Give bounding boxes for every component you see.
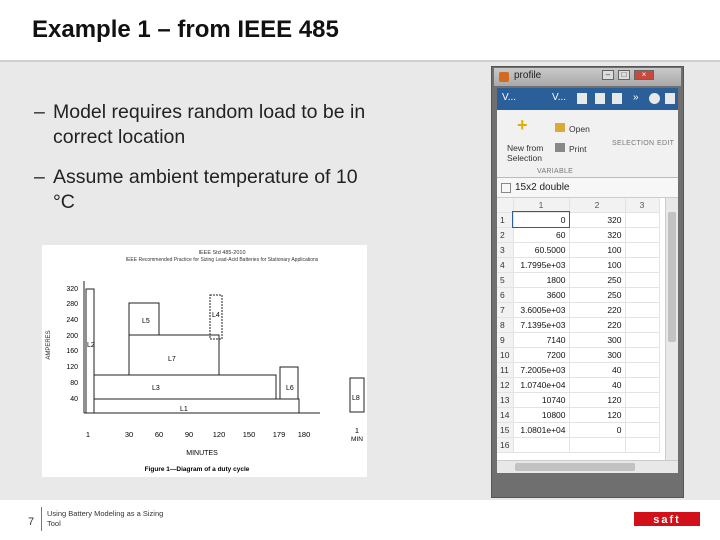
row-header[interactable]: 15 [497,422,513,437]
open-button[interactable]: Open [569,124,590,134]
x-tick: 90 [184,430,194,439]
paste-icon[interactable] [612,93,622,104]
x-tick: 60 [154,430,164,439]
load-label: L8 [352,395,360,402]
cell-col2[interactable]: 0 [569,422,625,437]
print-icon [555,143,565,152]
cell-col1[interactable]: 60 [513,227,569,242]
cell-col3[interactable] [625,302,659,317]
row-header[interactable]: 6 [497,287,513,302]
cell-col2[interactable]: 40 [569,377,625,392]
cell-col1[interactable]: 10740 [513,392,569,407]
page-number: 7 [28,516,35,528]
undock-icon[interactable] [665,93,675,104]
load-label: L6 [286,385,294,392]
bullet-dash: – [34,101,45,123]
cell-col1[interactable]: 1.7995e+03 [513,257,569,272]
extra-x-tick-unit: MIN [351,436,363,443]
open-icon [555,123,565,132]
x-tick: 179 [272,430,286,439]
row-header[interactable]: 8 [497,317,513,332]
row-header[interactable]: 7 [497,302,513,317]
footer-divider [41,507,42,531]
table-row[interactable] [497,302,659,317]
row-header[interactable]: 16 [497,437,513,452]
variable-grid[interactable] [497,198,665,460]
cell-col3[interactable] [625,407,659,422]
cell-col1[interactable]: 7140 [513,332,569,347]
saft-logo [634,512,700,526]
cell-col3[interactable] [625,422,659,437]
y-tick: 120 [66,364,78,371]
horizontal-scrollbar[interactable] [497,460,678,473]
cell-col1[interactable] [513,437,569,452]
cell-col2[interactable]: 100 [569,257,625,272]
title-divider [0,60,720,62]
window-title: profile [514,70,542,81]
cell-col3[interactable] [625,227,659,242]
cell-col1[interactable]: 1800 [513,272,569,287]
table-row[interactable] [497,257,659,272]
load-label: L5 [142,318,150,325]
y-tick: 280 [66,301,78,308]
row-header[interactable]: 4 [497,257,513,272]
y-axis-label: AMPERES [46,330,52,360]
cell-col3[interactable] [625,392,659,407]
tab-view[interactable]: V... [552,92,567,103]
bullet-text: Assume ambient temperature of 10 °C [53,166,358,213]
cell-col2[interactable]: 120 [569,392,625,407]
cell-col2[interactable]: 220 [569,317,625,332]
cell-col3[interactable] [625,332,659,347]
x-tick: 1 [85,430,91,439]
cell-col3[interactable] [625,377,659,392]
table-row[interactable] [497,332,659,347]
column-header[interactable]: 3 [625,198,659,212]
table-row[interactable] [497,437,659,452]
variable-tab[interactable] [497,178,678,198]
row-header[interactable]: 13 [497,392,513,407]
cell-col1[interactable]: 0 [513,212,569,227]
cell-col2[interactable]: 250 [569,287,625,302]
row-header[interactable]: 1 [497,212,513,227]
y-tick: 320 [66,286,78,293]
figure-header-2: IEEE Recommended Practice for Sizing Lead-Acid Batteries for Stationary Applications [125,257,319,263]
cell-col3[interactable] [625,242,659,257]
cell-col3[interactable] [625,362,659,377]
cell-col1[interactable]: 7.1395e+03 [513,317,569,332]
scroll-thumb[interactable] [668,212,676,342]
row-header[interactable]: 12 [497,377,513,392]
bullet-1 [34,100,374,152]
load-label: L7 [168,356,176,363]
variable-size-label: 15x2 double [515,182,570,193]
print-button[interactable]: Print [569,144,587,154]
cell-col1[interactable]: 1.0801e+04 [513,422,569,437]
load-block-l2 [129,335,219,375]
table-row[interactable] [497,407,659,422]
load-block-l3 [94,375,276,399]
load-block-base [94,399,299,413]
logo-text: saft [653,514,681,526]
maximize-icon[interactable]: □ [618,70,630,80]
cell-col3[interactable] [625,212,659,227]
table-row[interactable] [497,377,659,392]
row-header[interactable]: 11 [497,362,513,377]
scroll-thumb[interactable] [515,463,635,471]
help-icon[interactable] [649,93,660,104]
load-label: L4 [212,312,220,319]
column-header[interactable]: 2 [569,198,625,212]
load-block-l6 [280,367,298,399]
cell-col2[interactable]: 220 [569,302,625,317]
section-edit: EDIT [657,140,675,147]
cell-col2[interactable]: 300 [569,332,625,347]
x-tick: 120 [212,430,226,439]
table-row[interactable] [497,227,659,242]
duty-cycle-figure [42,245,367,477]
load-label: L2 [87,342,95,349]
bullet-dash: – [34,166,45,188]
bullet-text: Model requires random load to be in correct location [53,101,366,148]
extra-x-tick: 1 [354,426,360,435]
cell-col2[interactable]: 100 [569,242,625,257]
row-header[interactable]: 10 [497,347,513,362]
tab-variables[interactable]: V... [502,92,517,103]
minimize-icon[interactable]: – [602,70,614,80]
cell-col3[interactable] [625,347,659,362]
load-block-l1 [86,289,94,413]
row-header[interactable]: 3 [497,242,513,257]
x-axis-label: MINUTES [186,450,218,457]
cell-col3[interactable] [625,257,659,272]
row-header[interactable]: 2 [497,227,513,242]
cell-col2[interactable]: 300 [569,347,625,362]
row-header[interactable]: 5 [497,272,513,287]
cell-col3[interactable] [625,272,659,287]
column-header[interactable]: 1 [513,198,569,212]
grid-icon [501,183,511,193]
x-tick: 180 [297,430,311,439]
cell-col1[interactable]: 10800 [513,407,569,422]
y-tick: 160 [66,348,78,355]
load-label: L3 [152,385,160,392]
table-row[interactable] [497,422,659,437]
table-row[interactable] [497,272,659,287]
cell-col3[interactable] [625,317,659,332]
table-row[interactable] [497,362,659,377]
cell-col1[interactable]: 3.6005e+03 [513,302,569,317]
table-row[interactable] [497,347,659,362]
figure-caption: Figure 1—Diagram of a duty cycle [144,466,250,473]
figure-header-1: IEEE Std 485-2010 [198,250,246,256]
slide-title: Example 1 – from IEEE 485 [32,16,339,43]
close-icon[interactable]: × [634,70,654,80]
cell-col1[interactable]: 3600 [513,287,569,302]
cell-col1[interactable]: 60.5000 [513,242,569,257]
matlab-icon [499,72,509,82]
copy-icon[interactable] [595,93,605,104]
table-row[interactable] [497,212,659,227]
cell-col1[interactable]: 7200 [513,347,569,362]
window-titlebar[interactable] [494,68,681,86]
section-selection: SELECTION [612,140,655,147]
editor-tabstrip [497,88,678,110]
cell-col3[interactable] [625,287,659,302]
save-icon[interactable] [577,93,587,104]
corner-cell [497,198,513,212]
x-tick: 150 [242,430,256,439]
y-tick: 80 [70,380,78,387]
cell-col2[interactable]: 320 [569,212,625,227]
section-variable: VARIABLE [537,168,574,175]
table-row[interactable] [497,242,659,257]
cell-col2[interactable]: 40 [569,362,625,377]
cell-col2[interactable]: 320 [569,227,625,242]
table-row[interactable] [497,287,659,302]
cell-col1[interactable]: 1.0740e+04 [513,377,569,392]
cell-col2[interactable] [569,437,625,452]
row-header[interactable]: 14 [497,407,513,422]
footer-text: Using Battery Modeling as a Sizing Tool [47,509,164,528]
overflow-icon[interactable]: » [633,92,639,103]
cell-col1[interactable]: 7.2005e+03 [513,362,569,377]
toolstrip [497,110,678,178]
cell-col3[interactable] [625,437,659,452]
new-from-selection-icon: + [517,115,528,135]
cell-col2[interactable]: 250 [569,272,625,287]
new-from-selection-button[interactable]: New from Selection [507,143,544,163]
table-row[interactable] [497,392,659,407]
y-tick: 200 [66,333,78,340]
cell-col2[interactable]: 120 [569,407,625,422]
y-tick: 240 [66,317,78,324]
bullet-2 [34,165,374,217]
load-label: L1 [180,406,188,413]
vertical-scrollbar[interactable] [665,198,678,460]
duty-cycle-diagram [42,245,367,477]
x-tick: 30 [124,430,134,439]
y-tick: 40 [70,396,78,403]
table-row[interactable] [497,317,659,332]
row-header[interactable]: 9 [497,332,513,347]
